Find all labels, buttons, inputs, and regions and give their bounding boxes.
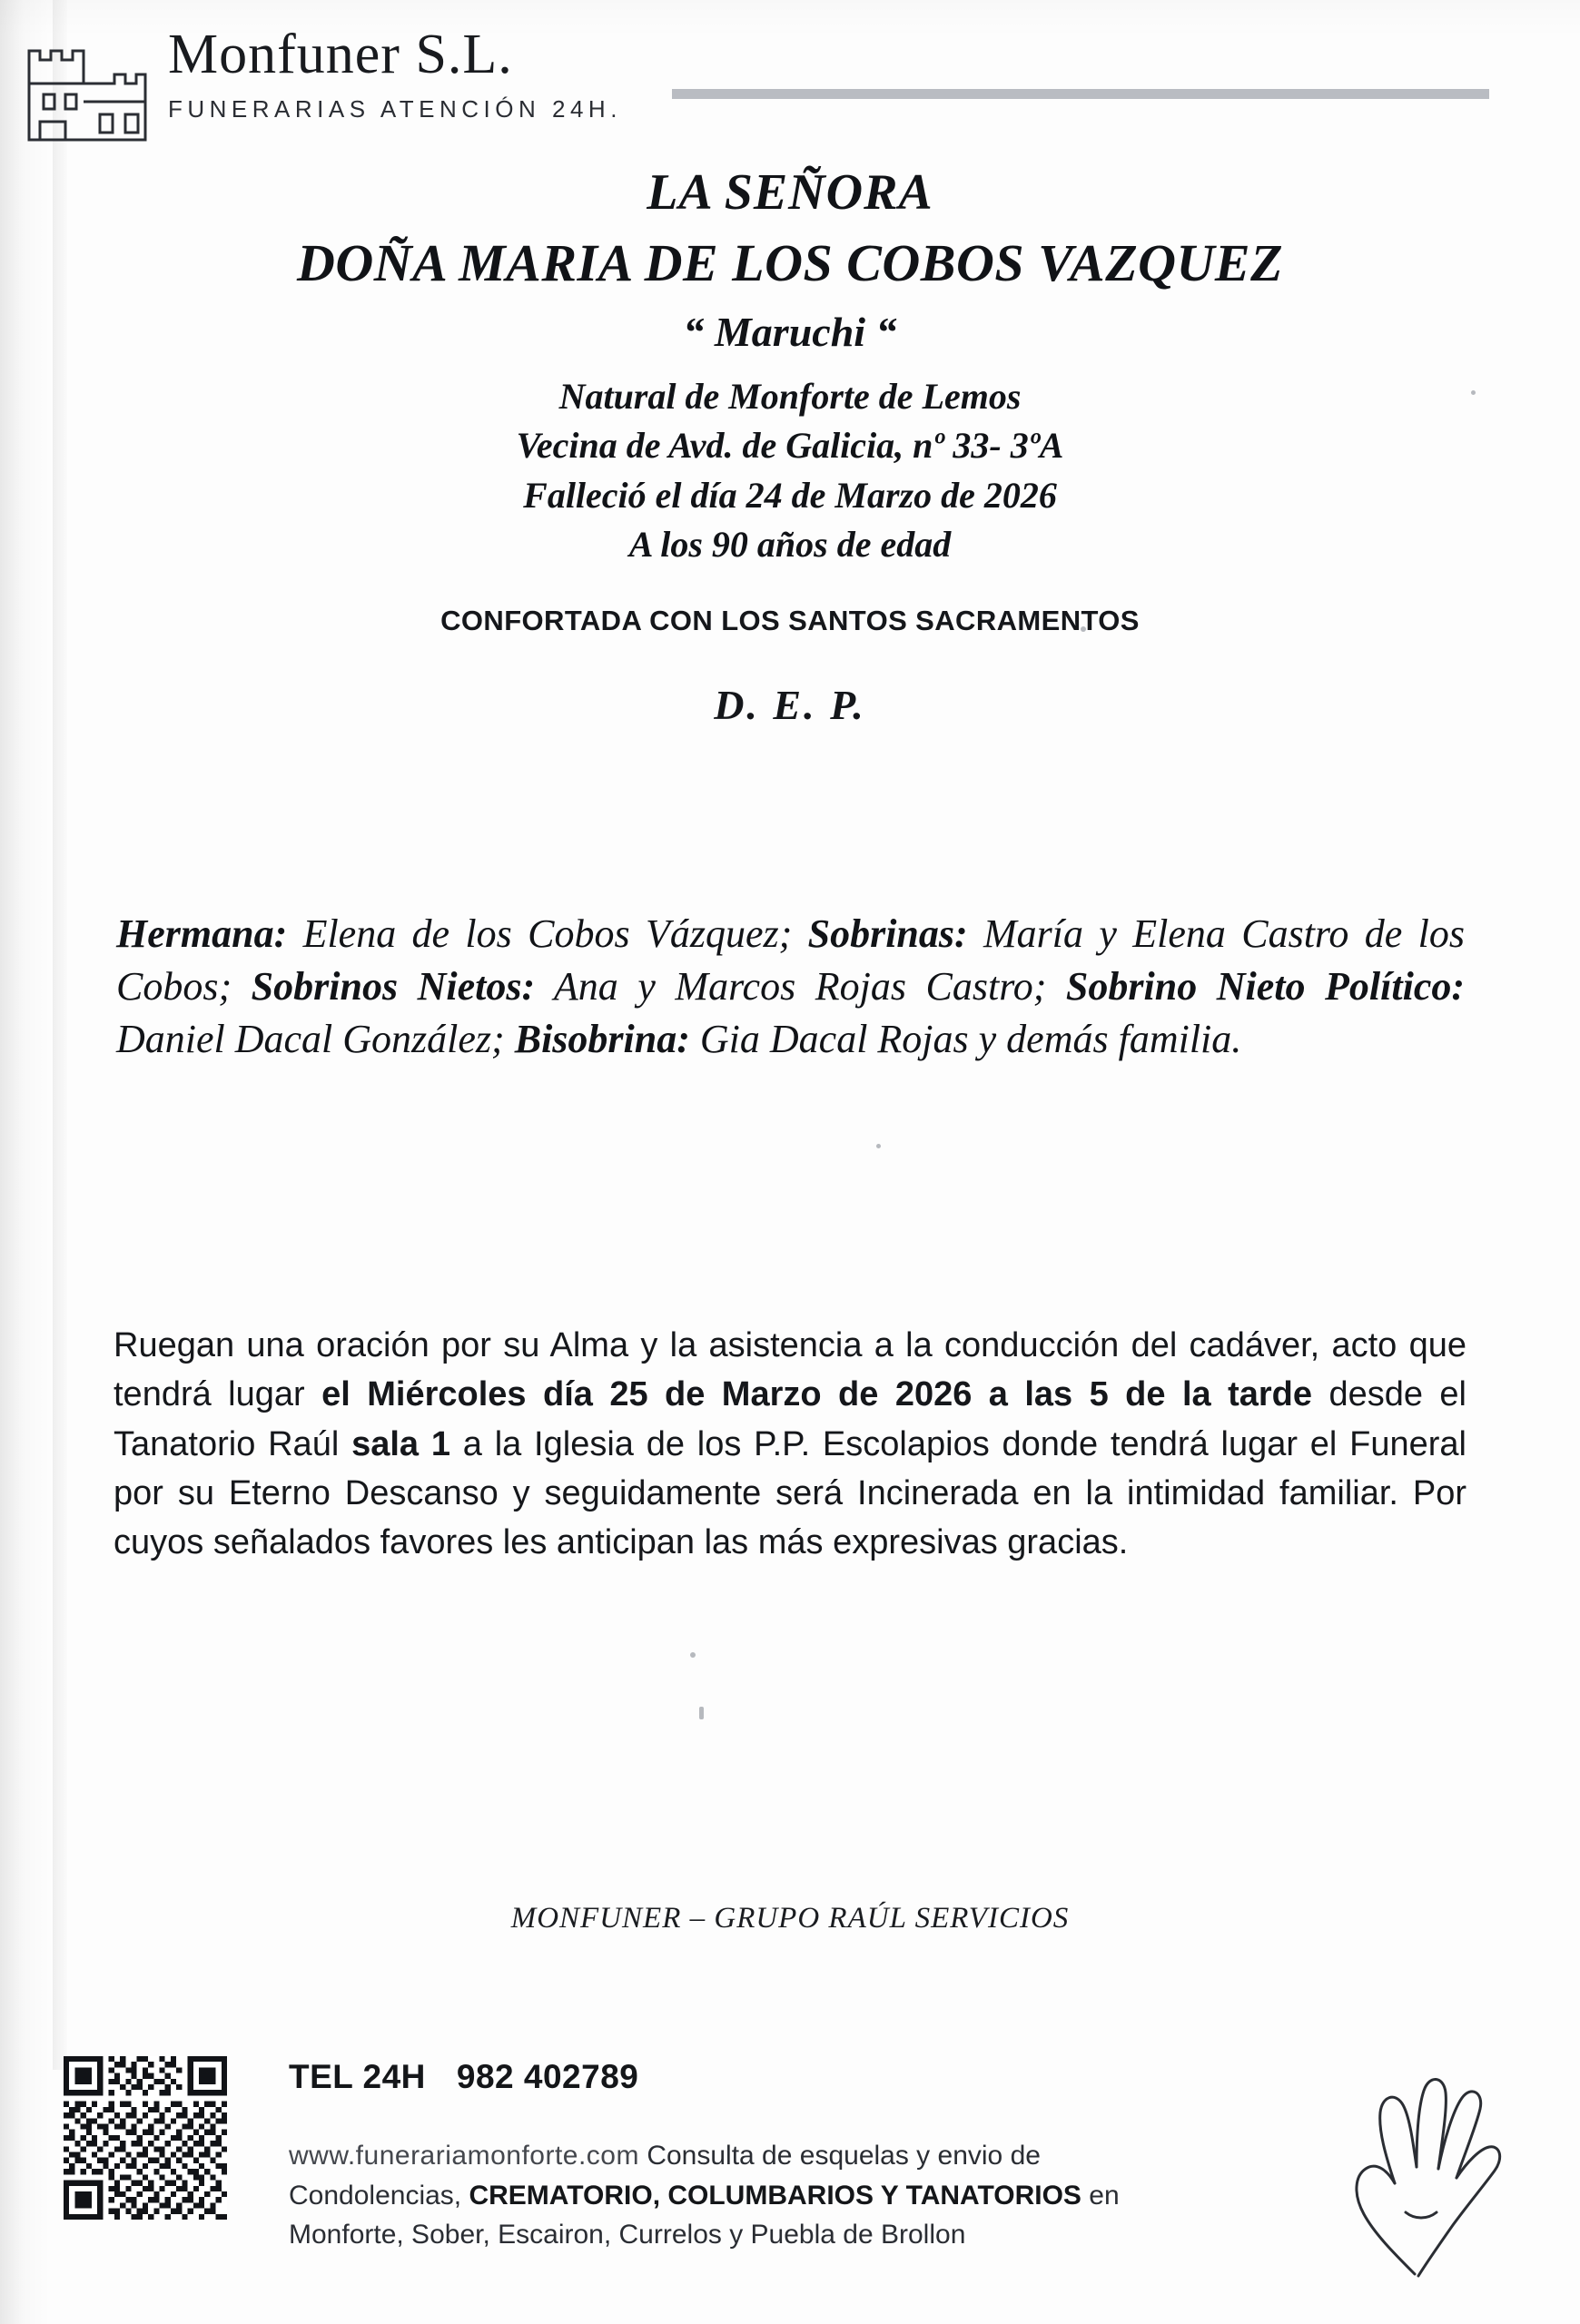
scan-speck <box>699 1707 704 1719</box>
footer-info <box>289 2136 1260 2255</box>
phone-number[interactable]: 982 402789 <box>456 2058 639 2095</box>
family-value-bisobrina: Gia Dacal Rojas y demás familia. <box>689 1017 1242 1062</box>
company-signature: MONFUNER – GRUPO RAÚL SERVICIOS <box>510 1902 1070 1935</box>
deceased-nickname: “ Maruchi “ <box>683 309 897 355</box>
header-divider <box>672 89 1489 99</box>
family-value-sobrino-nieto-politico: Daniel Dacal González; <box>116 1017 515 1062</box>
sacraments-line: CONFORTADA CON LOS SANTOS SACRAMENTOS <box>440 604 1140 636</box>
scan-speck <box>876 1144 881 1148</box>
website-link[interactable]: www.funerariamonforte.com <box>289 2141 639 2171</box>
salutation: LA SEÑORA <box>647 164 933 221</box>
family-list <box>116 908 1465 1066</box>
ceremony-text-part3: a la Iglesia de los P.P. Escolapios donde tendrá lugar el Funeral por su Eterno Descanso y seguidamente será Incinerada en la intimidad familiar. Por cuyos señalados favores les anticipan las más expresivas gracias. <box>114 1424 1467 1562</box>
rip-line: D. E. P. <box>714 681 866 728</box>
family-label-sobrino-nieto-politico: Sobrino Nieto Político: <box>1065 964 1466 1009</box>
family-value-sobrinas: María y Elena Castro de los Cobos; <box>116 911 1465 1009</box>
ceremony-room: sala 1 <box>351 1424 450 1463</box>
ceremony-details <box>114 1321 1466 1568</box>
footer-line-2c: en <box>1081 2180 1120 2211</box>
ceremony-text-part1: Ruegan una oración por su Alma y la asistencia a la conducción del cadáver, acto que tendrá lugar <box>114 1326 1466 1414</box>
scan-speck <box>690 1652 696 1658</box>
death-notice <box>0 163 1580 729</box>
family-value-hermana: Elena de los Cobos Vázquez; <box>287 911 808 956</box>
header <box>0 25 1580 162</box>
brand-name: Monfuner S.L. <box>168 24 513 85</box>
family-label-sobrinos-nietos: Sobrinos Nietos: <box>251 964 536 1009</box>
deceased-origin: Natural de Monforte de Lemos <box>558 376 1022 417</box>
footer-line-2a: Condolencias, <box>289 2180 469 2211</box>
footer-services: CREMATORIO, COLUMBARIOS Y TANATORIOS <box>469 2180 1081 2211</box>
family-label-hermana: Hermana: <box>116 911 288 956</box>
family-label-bisobrina: Bisobrina: <box>514 1017 690 1062</box>
castle-tower-icon <box>24 38 151 147</box>
deceased-residence: Vecina de Avd. de Galicia, nº 33- 3ºA <box>516 425 1064 467</box>
footer <box>0 2038 1580 2324</box>
footer-line-1: Consulta de esquelas y envio de <box>638 2141 1041 2171</box>
deceased-name: DOÑA MARIA DE LOS COBOS VAZQUEZ <box>296 233 1284 292</box>
phone-label: TEL 24H <box>289 2058 426 2095</box>
praying-hands-icon <box>1308 2047 1526 2283</box>
family-label-sobrinas: Sobrinas: <box>807 911 968 956</box>
ceremony-datetime: el Miércoles día 25 de Marzo de 2026 a las 5 de la tarde <box>321 1375 1313 1414</box>
death-date: Falleció el día 24 de Marzo de 2026 <box>523 474 1057 516</box>
qr-code-icon[interactable] <box>64 2056 227 2220</box>
phone-line <box>289 2058 638 2096</box>
deceased-age: A los 90 años de edad <box>628 524 952 566</box>
family-value-sobrinos-nietos: Ana y Marcos Rojas Castro; <box>535 964 1066 1009</box>
brand-subtitle: FUNERARIAS ATENCIÓN 24H. <box>168 95 622 123</box>
brand-block <box>168 25 622 123</box>
footer-locations: Monforte, Sober, Escairon, Currelos y Puebla de Brollon <box>289 2220 966 2250</box>
ceremony-text-part2: desde el Tanatorio Raúl <box>114 1375 1466 1463</box>
